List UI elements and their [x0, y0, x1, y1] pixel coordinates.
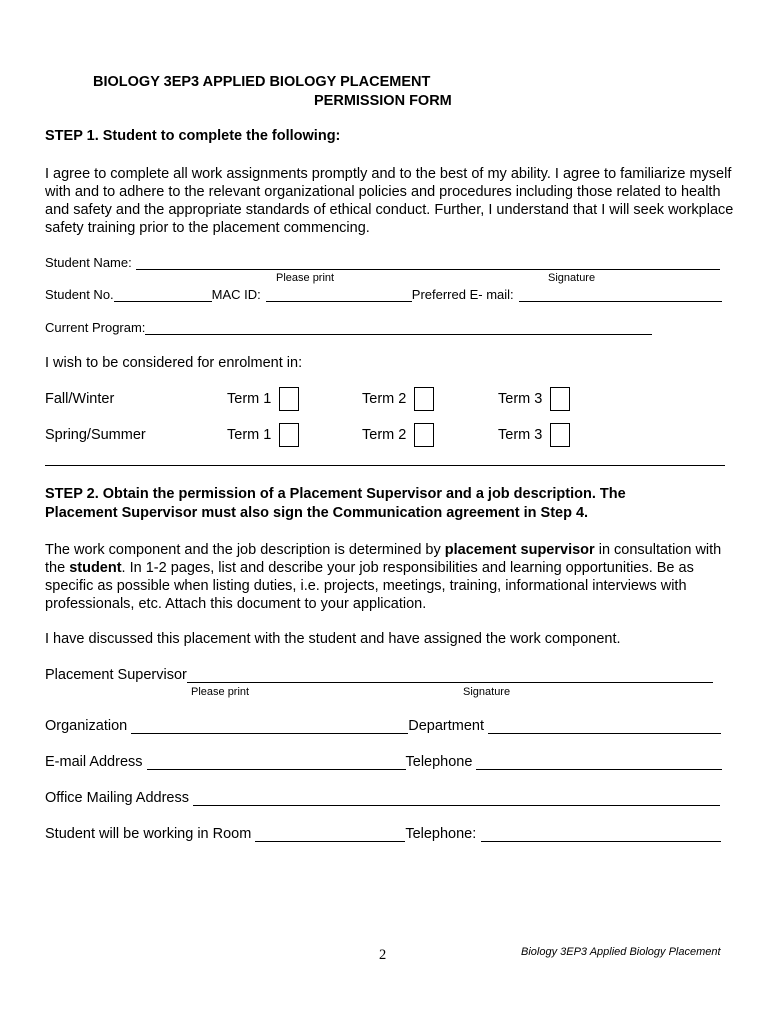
term-label: Term 2 [362, 427, 407, 443]
form-title-line1: BIOLOGY 3EP3 APPLIED BIOLOGY PLACEMENT [93, 74, 431, 90]
room-row [45, 826, 721, 842]
step1-heading: STEP 1. Student to complete the following: [45, 128, 341, 144]
program-row [45, 320, 652, 335]
footer-course-title: Biology 3EP3 Applied Biology Placement [521, 946, 721, 958]
desc-text-2: in consultation with the [45, 542, 722, 576]
organization-row [45, 718, 721, 734]
student-name-field[interactable] [136, 255, 720, 270]
fall-term2-checkbox[interactable] [414, 387, 434, 411]
session-spring-summer: Spring/Summer [45, 427, 146, 443]
student-no-field[interactable] [114, 287, 212, 302]
supervisor-print-hint: Please print [191, 686, 250, 698]
term-label: Term 3 [498, 391, 543, 407]
office-mailing-field[interactable] [193, 791, 720, 806]
spring-term1-option [227, 423, 299, 447]
organization-label: Organization [45, 718, 128, 734]
student-name-label: Student Name: [45, 255, 132, 270]
discussed-statement: I have discussed this placement with the student and have assigned the work component. [45, 631, 621, 647]
spring-term3-option [498, 423, 570, 447]
current-program-field[interactable] [145, 320, 652, 335]
placement-supervisor-field[interactable] [187, 668, 713, 683]
spring-term2-option [362, 423, 434, 447]
step1-agreement: I agree to complete all work assignments promptly and to the best of my ability. I agree to familiarize myself with and to adhere to the relevant organizational policies and procedures including those related to health and safety and the appropriate standards of ethical conduct. Further, I understand that I will seek workplace safety training prior to the placement commencing. [45, 166, 734, 236]
section-divider [45, 465, 725, 466]
fall-term3-option [498, 387, 570, 411]
form-title-line2: PERMISSION FORM [314, 93, 452, 109]
student-name-signature-hint: Signature [548, 272, 596, 284]
spring-term3-checkbox[interactable] [550, 423, 570, 447]
mac-id-label: MAC ID: [211, 287, 261, 302]
step2-heading-line1: STEP 2. Obtain the permission of a Placement Supervisor and a job description. The [45, 486, 626, 502]
department-label: Department [408, 718, 484, 734]
telephone2-label: Telephone: [405, 826, 477, 842]
fall-term1-option [227, 387, 299, 411]
fall-term2-option [362, 387, 434, 411]
spring-term1-checkbox[interactable] [279, 423, 299, 447]
step2-description [45, 541, 735, 613]
telephone2-field[interactable] [481, 827, 721, 842]
supervisor-signature-hint: Signature [463, 686, 511, 698]
department-field[interactable] [488, 719, 721, 734]
telephone-field[interactable] [476, 755, 722, 770]
term-label: Term 1 [227, 427, 272, 443]
preferred-email-label: Preferred E- mail: [411, 287, 514, 302]
placement-supervisor-label: Placement Supervisor [45, 667, 187, 683]
room-field[interactable] [255, 827, 405, 842]
step2-heading-line2: Placement Supervisor must also sign the Communication agreement in Step 4. [45, 505, 589, 521]
student-name-row [45, 255, 720, 270]
spring-term2-checkbox[interactable] [414, 423, 434, 447]
supervisor-row [45, 667, 713, 683]
telephone-label: Telephone [405, 754, 473, 770]
page-number: 2 [379, 947, 387, 963]
office-row [45, 790, 720, 806]
email-address-field[interactable] [147, 755, 406, 770]
organization-field[interactable] [131, 719, 408, 734]
email-address-label: E-mail Address [45, 754, 143, 770]
desc-text-1: The work component and the job description is determined by [45, 542, 445, 558]
desc-bold-student: student [69, 560, 122, 576]
fall-term1-checkbox[interactable] [279, 387, 299, 411]
term-label: Term 3 [498, 427, 543, 443]
mac-id-field[interactable] [266, 287, 412, 302]
preferred-email-field[interactable] [519, 287, 722, 302]
student-name-print-hint: Please print [276, 272, 335, 284]
desc-bold-supervisor: placement supervisor [444, 542, 595, 558]
term-label: Term 1 [227, 391, 272, 407]
session-fall-winter: Fall/Winter [45, 391, 115, 407]
office-mailing-label: Office Mailing Address [45, 790, 189, 806]
student-id-row [45, 287, 722, 302]
student-no-label: Student No. [45, 287, 114, 302]
term-label: Term 2 [362, 391, 407, 407]
fall-term3-checkbox[interactable] [550, 387, 570, 411]
desc-text-3: . In 1-2 pages, list and describe your job responsibilities and learning opportunities. Be as specific as possible when listing duties, i.e. projects, meetings, training, informational interviews with professionals, etc. Attach this document to your application. [45, 560, 694, 612]
current-program-label: Current Program: [45, 320, 146, 335]
room-label: Student will be working in Room [45, 826, 252, 842]
email-row [45, 754, 722, 770]
enrolment-prompt: I wish to be considered for enrolment in: [45, 355, 303, 371]
